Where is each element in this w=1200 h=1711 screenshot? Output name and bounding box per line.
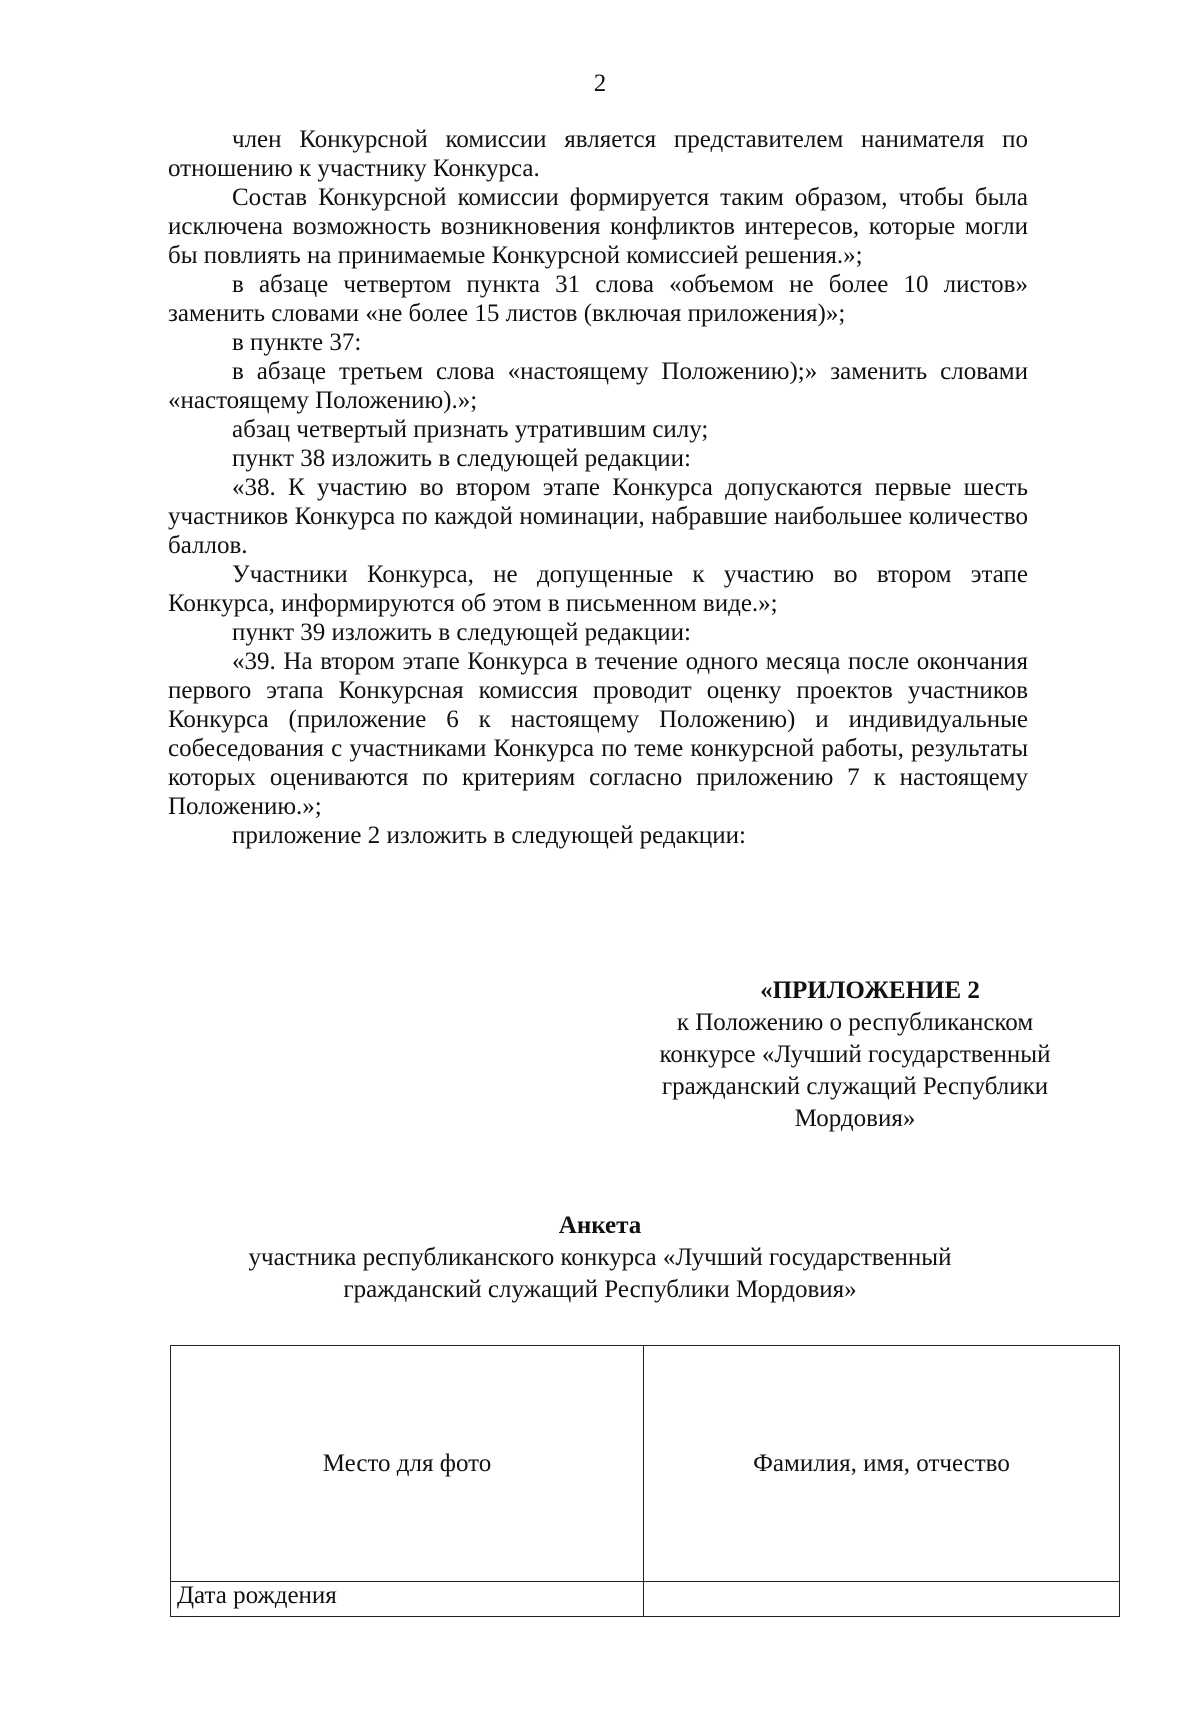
form-heading — [160, 1210, 1040, 1306]
paragraph: Состав Конкурсной комиссии формируется таким образом, чтобы была исключена возможность возникновения конфликтов интересов, которые могли бы повлиять на принимаемые Конкурсной комиссией решения.»; — [168, 184, 1028, 269]
page-number: 2 — [593, 70, 607, 97]
photo-cell: Место для фото — [171, 1346, 644, 1582]
paragraph: Участники Конкурса, не допущенные к участию во втором этапе Конкурса, информируются об этом в письменном виде.»; — [168, 561, 1028, 617]
paragraph: «38. К участию во втором этапе Конкурса допускаются первые шесть участников Конкурса по каждой номинации, набравшие наибольшее количество баллов. — [168, 474, 1028, 559]
appendix-line: к Положению о республиканском — [676, 1009, 1034, 1036]
appendix-line: Мордовия» — [794, 1105, 916, 1132]
paragraph: член Конкурсной комиссии является представителем нанимателя по отношению к участнику Конкурса. — [168, 126, 1028, 182]
paragraph: пункт 39 изложить в следующей редакции: — [232, 619, 691, 646]
table-row — [171, 1582, 1120, 1617]
paragraph: в пункте 37: — [232, 329, 362, 356]
birthdate-label: Дата рождения — [171, 1582, 644, 1617]
birthdate-value — [644, 1582, 1120, 1617]
form-title: Анкета — [558, 1212, 642, 1239]
paragraph: приложение 2 изложить в следующей редакции: — [232, 822, 746, 849]
appendix-line: гражданский служащий Республики — [661, 1073, 1049, 1100]
paragraph: в абзаце третьем слова «настоящему Положению);» заменить словами «настоящему Положению).»; — [168, 358, 1028, 414]
name-cell: Фамилия, имя, отчество — [644, 1346, 1120, 1582]
form-subtitle-line: гражданский служащий Республики Мордовия» — [343, 1276, 857, 1303]
paragraph: абзац четвертый признать утратившим силу; — [232, 416, 709, 443]
form-subtitle-line: участника республиканского конкурса «Лучший государственный — [248, 1244, 952, 1271]
amendment-text — [168, 125, 1028, 850]
paragraph: «39. На втором этапе Конкурса в течение одного месяца после окончания первого этапа Конкурсная комиссия проводит оценку проектов участников Конкурса (приложение 6 к настоящему Положению) и индивидуальные собеседования с участниками Конкурса по теме конкурсной работы, результаты которых оцениваются по критериям согласно приложению 7 к настоящему Положению.»; — [168, 648, 1028, 820]
appendix-header — [620, 975, 1090, 1135]
appendix-line: конкурсе «Лучший государственный — [659, 1041, 1051, 1068]
appendix-title: «ПРИЛОЖЕНИЕ 2 — [760, 977, 980, 1004]
table-row — [171, 1346, 1120, 1582]
paragraph: в абзаце четвертом пункта 31 слова «объемом не более 10 листов» заменить словами «не более 15 листов (включая приложения)»; — [168, 271, 1028, 327]
questionnaire-table — [170, 1345, 1120, 1617]
paragraph: пункт 38 изложить в следующей редакции: — [232, 445, 691, 472]
